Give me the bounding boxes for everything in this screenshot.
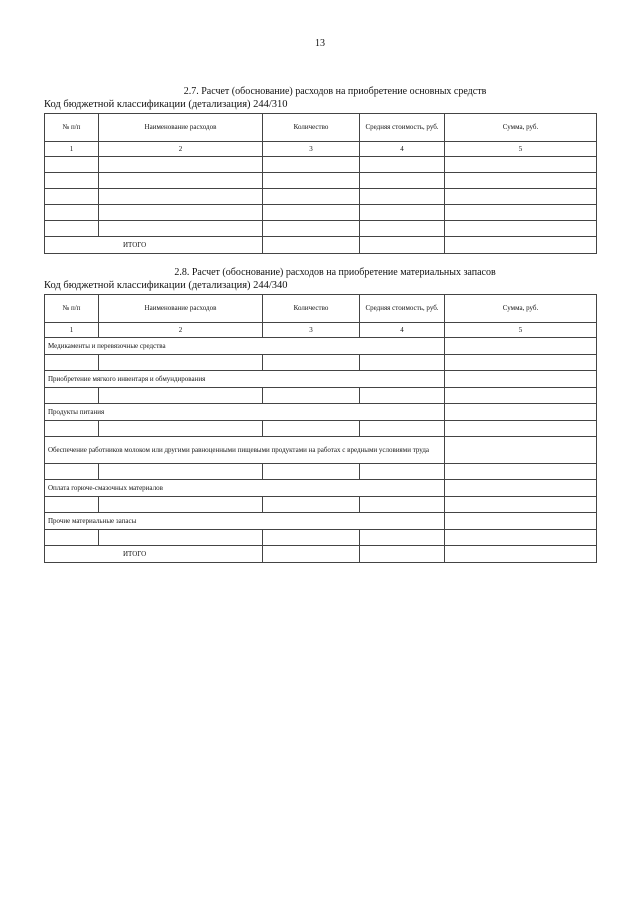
table-cell[interactable] [445, 189, 597, 205]
table-cell[interactable] [445, 173, 597, 189]
category-row [45, 513, 597, 530]
table-cell[interactable] [263, 221, 360, 237]
header-qty: Количество [263, 295, 360, 323]
total-row [45, 546, 597, 563]
column-number: 5 [445, 142, 597, 157]
table-cell[interactable] [360, 530, 445, 546]
category-sum[interactable] [445, 480, 597, 497]
page-number: 13 [315, 38, 325, 49]
table-cell[interactable] [99, 530, 263, 546]
table-cell[interactable] [99, 464, 263, 480]
total-qty[interactable] [263, 237, 360, 254]
category-row [45, 338, 597, 355]
table-cell[interactable] [45, 464, 99, 480]
column-number: 3 [263, 142, 360, 157]
table-row [45, 189, 597, 205]
table-row [45, 157, 597, 173]
header-num: № п/п [45, 114, 99, 142]
section-materials [44, 267, 596, 563]
category-row [45, 480, 597, 497]
category-sum[interactable] [445, 513, 597, 530]
table-cell[interactable] [263, 464, 360, 480]
table-cell[interactable] [45, 189, 99, 205]
table-row [45, 173, 597, 189]
category-sum[interactable] [445, 371, 597, 388]
table-row [45, 530, 597, 546]
table-row [45, 221, 597, 237]
table-cell[interactable] [360, 189, 445, 205]
fixed-assets-table [44, 113, 597, 254]
section-title: 2.8. Расчет (обоснование) расходов на приобретение материальных запасов [174, 267, 496, 278]
column-number: 4 [360, 142, 445, 157]
table-cell[interactable] [45, 421, 99, 437]
table-cell[interactable] [263, 421, 360, 437]
table-row [45, 355, 597, 371]
header-avg-cost: Средняя стоимость, руб. [360, 114, 445, 142]
table-cell[interactable] [360, 388, 445, 404]
column-number: 4 [360, 323, 445, 338]
total-sum[interactable] [445, 546, 597, 563]
column-number: 2 [99, 323, 263, 338]
table-cell[interactable] [99, 157, 263, 173]
total-avg-cost[interactable] [360, 546, 445, 563]
table-cell[interactable] [99, 173, 263, 189]
table-cell[interactable] [360, 497, 445, 513]
table-cell[interactable] [445, 530, 597, 546]
table-cell[interactable] [445, 205, 597, 221]
table-cell[interactable] [99, 355, 263, 371]
table-cell[interactable] [263, 189, 360, 205]
table-cell[interactable] [360, 421, 445, 437]
table-row [45, 205, 597, 221]
column-number: 3 [263, 323, 360, 338]
total-sum[interactable] [445, 237, 597, 254]
table-cell[interactable] [360, 221, 445, 237]
table-cell[interactable] [360, 355, 445, 371]
budget-code: Код бюджетной классификации (детализация) 244/310 [44, 99, 288, 110]
header-sum: Сумма, руб. [445, 114, 597, 142]
header-qty: Количество [263, 114, 360, 142]
table-cell[interactable] [445, 388, 597, 404]
table-cell[interactable] [263, 355, 360, 371]
table-row [45, 421, 597, 437]
category-sum[interactable] [445, 404, 597, 421]
header-num: № п/п [45, 295, 99, 323]
table-cell[interactable] [445, 157, 597, 173]
header-name: Наименование расходов [99, 114, 263, 142]
table-cell[interactable] [263, 205, 360, 221]
section-fixed-assets [44, 86, 596, 254]
column-number: 5 [445, 323, 597, 338]
table-header-row [45, 114, 597, 142]
table-row [45, 464, 597, 480]
header-sum: Сумма, руб. [445, 295, 597, 323]
table-cell[interactable] [99, 497, 263, 513]
total-qty[interactable] [263, 546, 360, 563]
category-row [45, 371, 597, 388]
total-avg-cost[interactable] [360, 237, 445, 254]
table-cell[interactable] [99, 221, 263, 237]
table-cell[interactable] [263, 497, 360, 513]
table-cell[interactable] [45, 205, 99, 221]
table-cell[interactable] [445, 497, 597, 513]
category-label: Оплата горюче-смазочных материалов [45, 480, 445, 497]
header-avg-cost: Средняя стоимость, руб. [360, 295, 445, 323]
column-numbers-row [45, 142, 597, 157]
category-label: Приобретение мягкого инвентаря и обмундирования [45, 371, 445, 388]
total-label: ИТОГО [45, 546, 263, 563]
table-cell[interactable] [45, 221, 99, 237]
table-cell[interactable] [99, 421, 263, 437]
table-cell[interactable] [360, 464, 445, 480]
table-cell[interactable] [99, 388, 263, 404]
category-row [45, 437, 597, 464]
table-cell[interactable] [99, 205, 263, 221]
table-cell[interactable] [360, 205, 445, 221]
materials-table [44, 294, 597, 563]
table-cell[interactable] [263, 530, 360, 546]
category-label: Медикаменты и перевязочные средства [45, 338, 445, 355]
table-header-row [45, 295, 597, 323]
table-row [45, 388, 597, 404]
table-cell[interactable] [445, 221, 597, 237]
table-cell[interactable] [360, 157, 445, 173]
column-number: 1 [45, 323, 99, 338]
total-row [45, 237, 597, 254]
budget-code: Код бюджетной классификации (детализация) 244/340 [44, 280, 288, 291]
table-cell[interactable] [99, 189, 263, 205]
header-name: Наименование расходов [99, 295, 263, 323]
table-cell[interactable] [45, 355, 99, 371]
table-row [45, 497, 597, 513]
table-cell[interactable] [263, 173, 360, 189]
category-label: Прочие материальные запасы [45, 513, 445, 530]
category-sum[interactable] [445, 437, 597, 464]
table-cell[interactable] [45, 173, 99, 189]
table-cell[interactable] [45, 388, 99, 404]
table-cell[interactable] [45, 157, 99, 173]
table-cell[interactable] [45, 530, 99, 546]
category-row [45, 404, 597, 421]
category-label: Продукты питания [45, 404, 445, 421]
table-cell[interactable] [263, 157, 360, 173]
table-cell[interactable] [445, 355, 597, 371]
total-label: ИТОГО [45, 237, 263, 254]
column-number: 1 [45, 142, 99, 157]
table-cell[interactable] [263, 388, 360, 404]
section-title: 2.7. Расчет (обоснование) расходов на приобретение основных средств [183, 86, 487, 97]
category-label: Обеспечение работников молоком или другими равноценными пищевыми продуктами на работах с вредными условиями труда [45, 437, 445, 464]
column-number: 2 [99, 142, 263, 157]
table-cell[interactable] [45, 497, 99, 513]
category-sum[interactable] [445, 338, 597, 355]
table-cell[interactable] [360, 173, 445, 189]
column-numbers-row [45, 323, 597, 338]
table-cell[interactable] [445, 464, 597, 480]
table-cell[interactable] [445, 421, 597, 437]
